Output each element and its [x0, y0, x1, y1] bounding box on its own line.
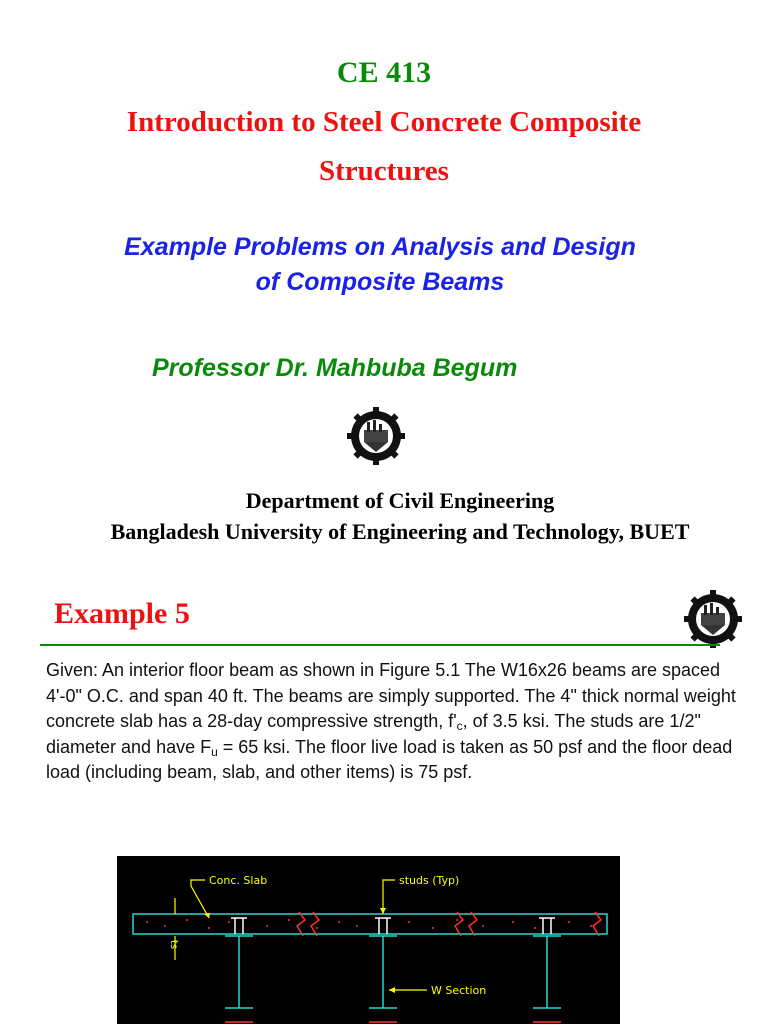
buet-logo-icon: [683, 589, 743, 649]
label-w-section: W Section: [431, 984, 487, 997]
title-underline: [40, 644, 720, 646]
department-name: Department of Civil Engineering: [245, 488, 555, 513]
subtitle-line1: Example Problems on Analysis and Design: [124, 233, 636, 261]
given-text-part1: Given: An interior floor beam as shown in Figure 5.1 The W16x26 beams are spaced 4'-0" O.C. and span 40 ft. The beams are simply supported. The 4" thick normal weight concrete slab has a 28-day compressive strength, f': [46, 660, 736, 731]
buet-logo-icon: [346, 406, 406, 466]
label-conc-slab: Conc. Slab: [209, 874, 268, 887]
university-name: Bangladesh University of Engineering and Technology, BUET: [110, 519, 690, 544]
course-title-line1: Introduction to Steel Concrete Composite: [126, 106, 642, 138]
course-title-line2: Structures: [319, 155, 449, 187]
fu-subscript: u: [211, 744, 218, 759]
label-thickness: ts: [168, 940, 179, 950]
course-code: CE 413: [336, 56, 432, 89]
figure-background: [117, 856, 620, 1024]
fc-subscript: c: [456, 719, 463, 733]
example-title: Example 5: [54, 597, 190, 630]
composite-beam-figure: [117, 856, 620, 1024]
subtitle-line2: of Composite Beams: [255, 268, 505, 296]
professor-name: Professor Dr. Mahbuba Begum: [152, 354, 518, 382]
logo-gear: [684, 590, 742, 648]
logo-gear: [347, 407, 405, 465]
given-text-part3: = 65 ksi. The floor live load is taken as 50 psf and the floor dead load (including beam, slab, and other items) is 75 psf.: [46, 736, 733, 782]
given-paragraph: [46, 658, 746, 786]
label-studs: studs (Typ): [399, 874, 460, 887]
given-text-part2: , of 3.5 ksi. The studs are 1/2" diameter and have F: [46, 711, 701, 757]
